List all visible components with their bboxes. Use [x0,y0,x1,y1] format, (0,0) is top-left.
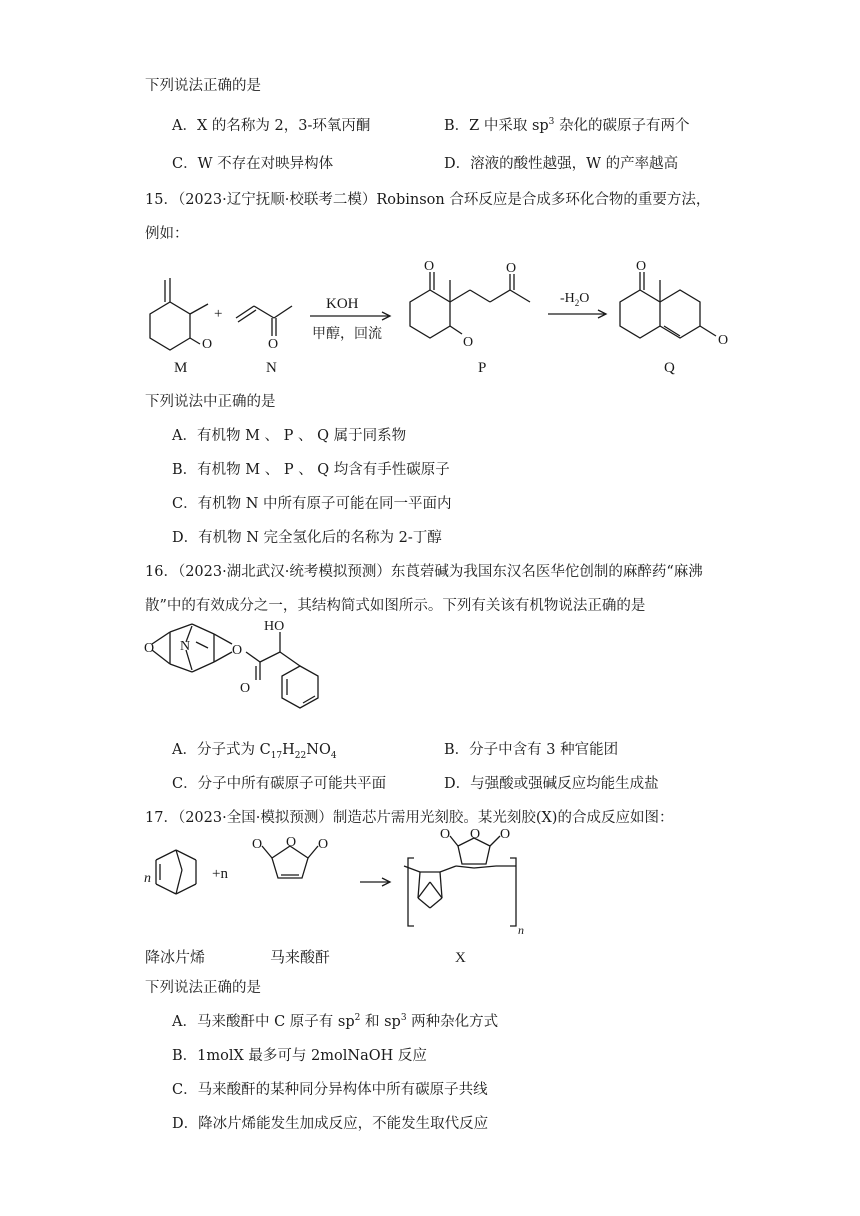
q16-option-d[interactable]: D．与强酸或强碱反应均能生成盐 [444,776,659,792]
norbornene-structure [156,850,196,894]
coefficient-n2: n [518,923,524,937]
polymer-x-structure [404,836,516,926]
q15-option-d[interactable]: D．有机物 N 完全氢化后的名称为 2-丁醇 [172,530,442,546]
q17-option-c[interactable]: C．马来酸酐的某种同分异构体中所有碳原子共线 [172,1082,488,1098]
compound-m-structure [150,278,208,350]
q14-option-b[interactable]: B．Z 中采取 $sp^3$ 杂化的碳原子有两个 [444,117,690,134]
q17-stem: 下列说法正确的是 [145,980,261,996]
label-p: P [478,360,487,376]
q17-reaction-scheme [0,826,860,968]
anhydride-o1: O [252,837,263,852]
p-carbonyl-o1: O [424,259,435,274]
q15-option-a[interactable]: A．有机物 M 、 P 、 Q 属于同系物 [172,428,407,444]
q16-intro-line2: 散”中的有效成分之一，其结构简式如图所示。下列有关该有机物说法正确的是 [145,598,646,614]
dehydration-label: $-H_2O$ [560,291,590,308]
plus-n: +n [212,866,228,882]
q16-intro-line1: 16．（2023·湖北武汉·统考模拟预测）东莨菪碱为我国东汉名医华佗创制的麻醉药“麻沸 [145,564,703,580]
maleic-anhydride-structure [262,846,318,878]
hydroxyl-ho: HO [264,619,285,634]
polymer-o2: O [470,827,481,842]
compound-q-structure [620,272,716,338]
label-maleic-anhydride: 马来酸酐 [270,950,331,966]
amine-n: N [180,639,191,654]
p-carbonyl-o2: O [463,335,474,350]
reagent-koh: KOH [326,296,359,312]
anhydride-o3: O [318,837,329,852]
q16-option-a[interactable]: A．分子式为 $C_{17}H_{22}NO_4$ [172,742,337,761]
polymer-o1: O [440,827,451,842]
label-q: Q [664,360,675,376]
compound-p-structure [410,272,530,338]
epoxide-o: O [144,641,155,656]
q15-option-b[interactable]: B．有机物 M 、 P 、 Q 均含有手性碳原子 [172,462,450,478]
label-x: X [455,950,466,966]
coefficient-n1: n [144,871,151,886]
label-norbornene: 降冰片烯 [145,950,206,966]
polymer-o3: O [500,827,511,842]
q17-option-b[interactable]: B．1molX 最多可与 2molNaOH 反应 [172,1048,427,1064]
q15-intro-line2: 例如： [145,226,189,242]
plus-sign: + [214,306,223,322]
q17-option-a[interactable]: A．马来酸酐中 C 原子有 $sp^2$ 和 $sp^3$ 两种杂化方式 [172,1013,499,1030]
q16-scopolamine-structure [0,614,860,734]
ester-o: O [232,643,243,658]
q16-option-c[interactable]: C．分子中所有碳原子可能共平面 [172,776,387,792]
q15-intro-line1: 15．（2023·辽宁抚顺·校联考二模）Robinson 合环反应是合成多环化合物的重要方法， [145,192,711,208]
q16-option-b[interactable]: B．分子中含有 3 种官能团 [444,742,619,758]
m-carbonyl-o: O [202,337,213,352]
q14-option-a[interactable]: A．X 的名称为 2，3-环氧丙酮 [172,118,371,134]
compound-n-structure [236,306,292,336]
anhydride-o2: O [286,835,297,850]
q-carbonyl-o1: O [636,259,647,274]
q14-stem: 下列说法正确的是 [145,78,261,94]
q17-option-d[interactable]: D．降冰片烯能发生加成反应，不能发生取代反应 [172,1116,489,1132]
q14-option-d[interactable]: D．溶液的酸性越强，W 的产率越高 [444,156,679,172]
q-carbonyl-o2: O [718,333,729,348]
reagent-conditions: 甲醇，回流 [312,327,382,342]
q15-stem: 下列说法中正确的是 [145,394,276,410]
q14-option-c[interactable]: C．W 不存在对映异构体 [172,156,334,172]
n-carbonyl-o: O [268,337,279,352]
q17-intro: 17．（2023·全国·模拟预测）制造芯片需用光刻胶。某光刻胶(X)的合成反应如图： [145,810,674,826]
carbonyl-o: O [240,681,251,696]
q15-option-c[interactable]: C．有机物 N 中所有原子可能在同一平面内 [172,496,452,512]
q15-reaction-scheme [0,250,860,380]
label-n: N [266,360,277,376]
label-m: M [174,360,188,376]
p-carbonyl-o3: O [506,261,517,276]
